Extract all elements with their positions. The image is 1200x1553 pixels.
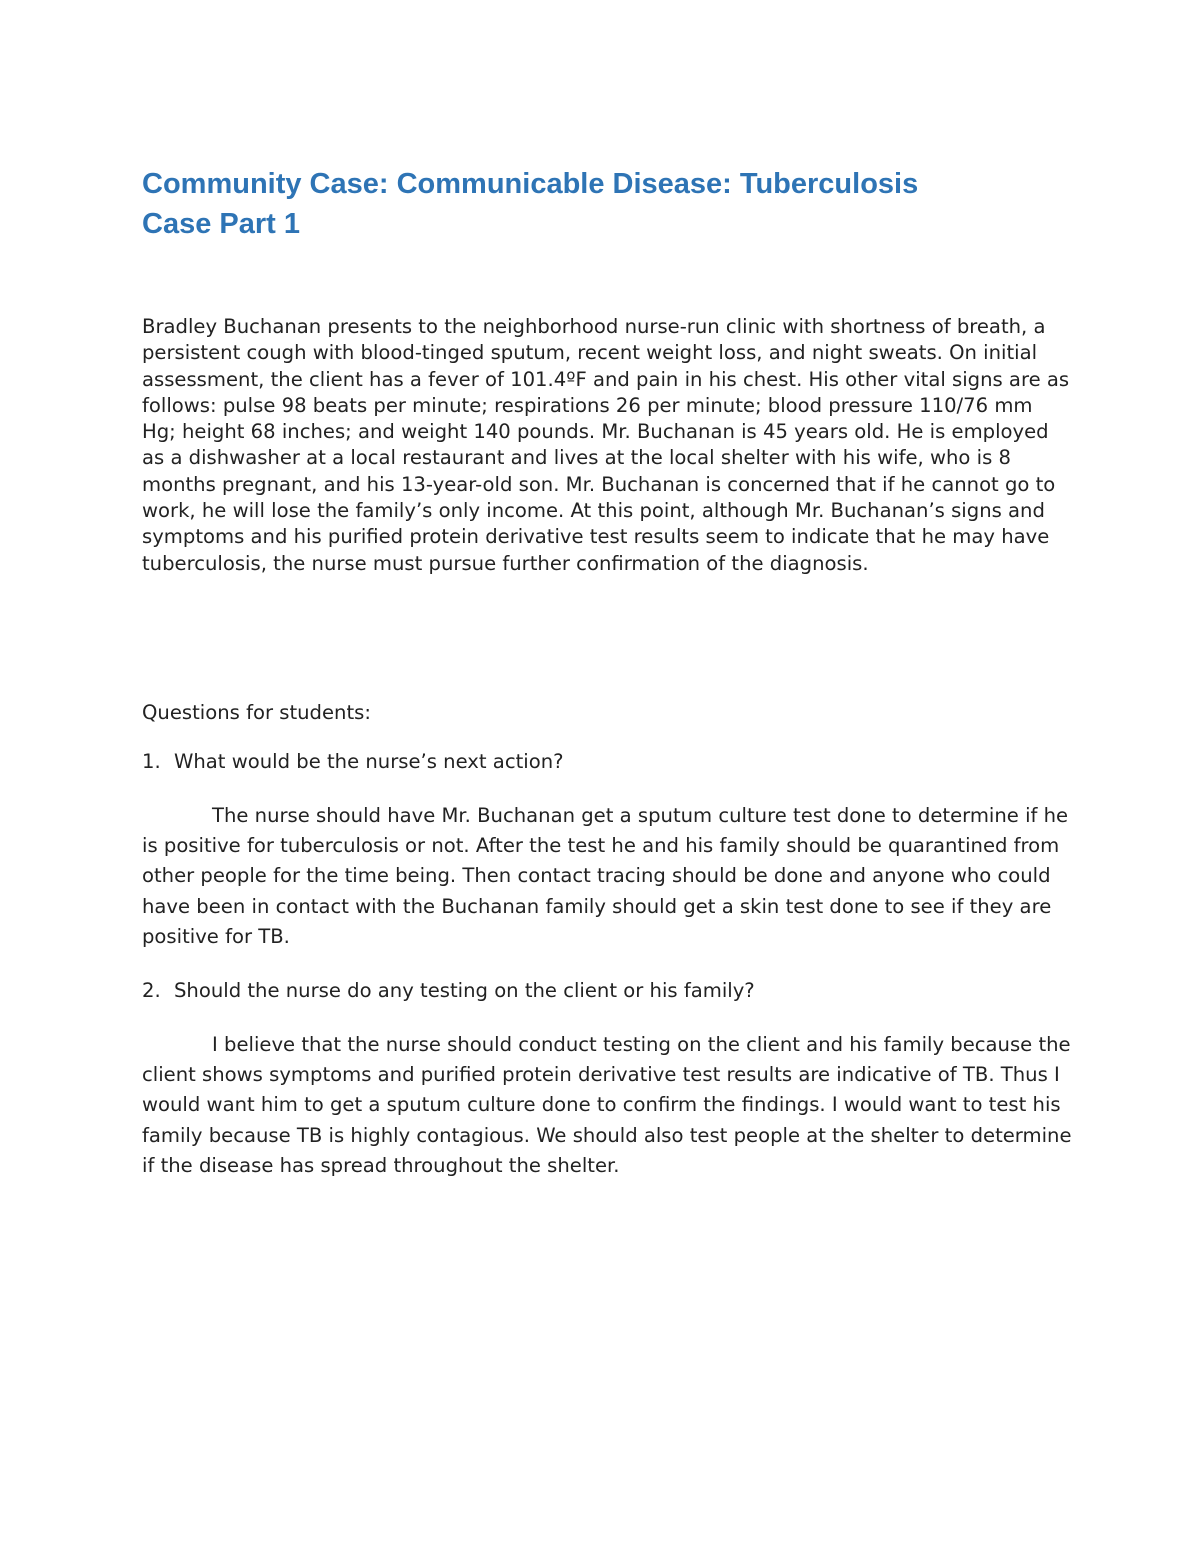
title-line-2: Case Part 1 [142, 208, 300, 240]
question-1-number: 1. [142, 750, 161, 773]
question-1 [142, 749, 564, 775]
question-2-text: Should the nurse do any testing on the client or his family? [174, 979, 755, 1002]
document-title [142, 164, 1072, 244]
question-2 [142, 978, 755, 1004]
title-line-1: Community Case: Communicable Disease: Tuberculosis [142, 168, 919, 200]
answer-2: I believe that the nurse should conduct testing on the client and his family because the client shows symptoms and purified protein derivative test results are indicative of TB. Thus I would want him to get a sputum culture done to confirm the findings. I would want to test his family because TB is highly contagious. We should also test people at the shelter to determine if the disease has spread throughout the shelter. [142, 1033, 1072, 1177]
answer-1: The nurse should have Mr. Buchanan get a sputum culture test done to determine if he is positive for tuberculosis or not. After the test he and his family should be quarantined from other people for the time being. Then contact tracing should be done and anyone who could have been in contact with the Buchanan family should get a skin test done to see if they are positive for TB. [142, 804, 1069, 948]
questions-heading: Questions for students: [142, 701, 371, 724]
document-page [142, 164, 1072, 1177]
question-1-text: What would be the nurse’s next action? [174, 750, 564, 773]
case-description: Bradley Buchanan presents to the neighborhood nurse-run clinic with shortness of breath, a persistent cough with blood-tinged sputum, recent weight loss, and night sweats. On initial assessment, the client has a fever of 101.4ºF and pain in his chest. His other vital signs are as follows: pulse 98 beats per minute; respirations 26 per minute; blood pressure 110/76 mm Hg; height 68 inches; and weight 140 pounds. Mr. Buchanan is 45 years old. He is employed as a dishwasher at a local restaurant and lives at the local shelter with his wife, who is 8 months pregnant, and his 13-year-old son. Mr. Buchanan is concerned that if he cannot go to work, he will lose the family’s only income. At this point, although Mr. Buchanan’s signs and symptoms and his purified protein derivative test results seem to indicate that he may have tuberculosis, the nurse must pursue further confirmation of the diagnosis. [142, 315, 1070, 575]
question-2-number: 2. [142, 979, 161, 1002]
